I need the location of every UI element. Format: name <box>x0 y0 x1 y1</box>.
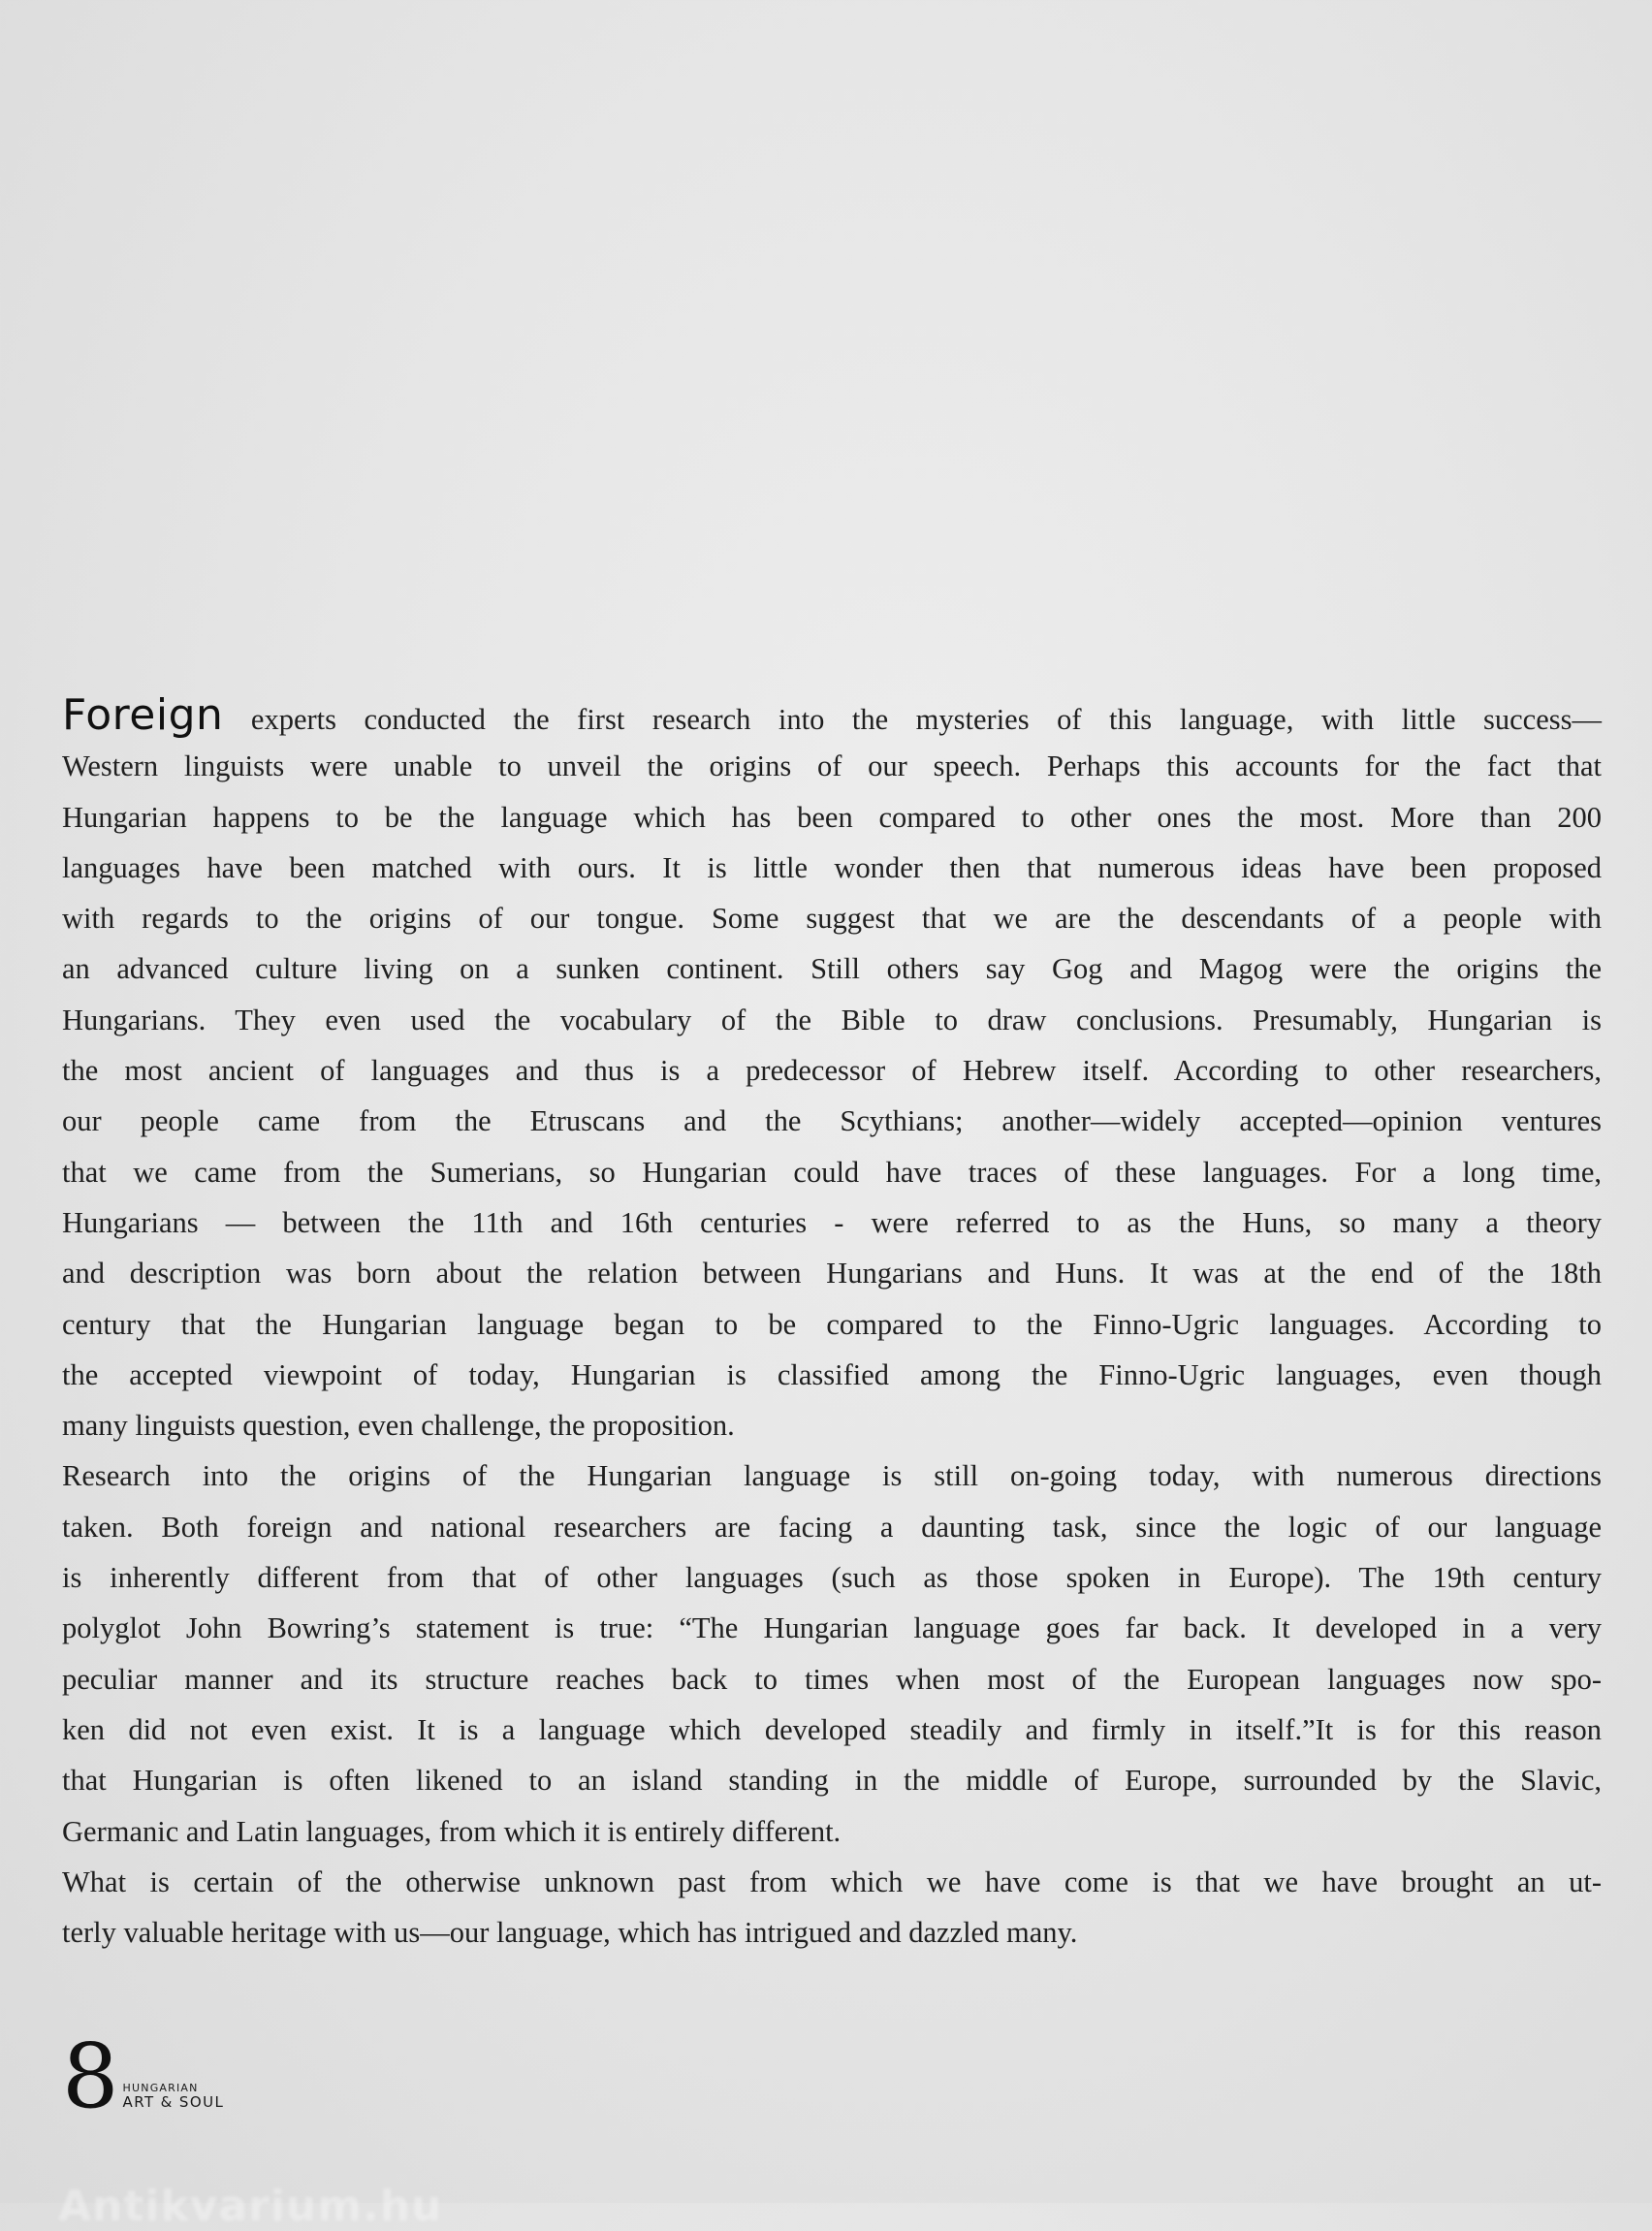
text-line: taken. Both foreign and national researchers are facing a daunting task, since the logic of our language <box>62 1510 1602 1544</box>
text-line: Foreign experts conducted the first research into the mysteries of this language, with little success— <box>62 690 1602 740</box>
text-line: is inherently different from that of other languages (such as those spoken in Europe). The 19th century <box>62 1561 1602 1595</box>
text-line: that Hungarian is often likened to an island standing in the middle of Europe, surrounded by the Slavic, <box>62 1764 1602 1798</box>
text-line: ken did not even exist. It is a language which developed steadily and firmly in itself.”It is for this reason <box>62 1712 1602 1746</box>
text-line: Hungarians. They even used the vocabulary of the Bible to draw conclusions. Presumably, Hungarian is <box>62 1003 1602 1036</box>
publication-brand <box>123 2082 225 2116</box>
watermark: Antikvarium.hu <box>58 2182 443 2231</box>
text-line: and description was born about the relation between Hungarians and Huns. It was at the end of the 18th <box>62 1257 1602 1291</box>
text-line: the most ancient of languages and thus is a predecessor of Hebrew itself. According to other researchers, <box>62 1054 1602 1088</box>
page-folio <box>62 2024 225 2128</box>
text-line: Research into the origins of the Hungarian language is still on-going today, with numerous directions <box>62 1459 1602 1493</box>
brand-line-1: HUNGARIAN <box>122 2082 199 2094</box>
text-line: What is certain of the otherwise unknown past from which we have come is that we have brought an ut- <box>62 1864 1602 1898</box>
text-line: an advanced culture living on a sunken continent. Still others say Gog and Magog were the origins the <box>62 952 1602 986</box>
text-line: our people came from the Etruscans and the Scythians; another—widely accepted—opinion ventures <box>62 1104 1602 1138</box>
text-line: the accepted viewpoint of today, Hungarian is classified among the Finno-Ugric languages, even though <box>62 1357 1602 1391</box>
paragraph-end-line: terly valuable heritage with us—our language, which has intrigued and dazzled many. <box>62 1916 1078 1950</box>
text-line: that we came from the Sumerians, so Hungarian could have traces of these languages. For a long time, <box>62 1155 1602 1189</box>
paragraph-end-line: Germanic and Latin languages, from which it is entirely different. <box>62 1814 842 1848</box>
text-line: Hungarians — between the 11th and 16th centuries - were referred to as the Huns, so many a theory <box>62 1205 1602 1239</box>
page-number: 8 <box>62 2024 119 2128</box>
text-line: polyglot John Bowring’s statement is true: “The Hungarian language goes far back. It developed in a very <box>62 1611 1602 1645</box>
body-text <box>62 690 1602 1958</box>
text-line: Western linguists were unable to unveil the origins of our speech. Perhaps this accounts for the fact that <box>62 749 1602 783</box>
text-line: peculiar manner and its structure reaches back to times when most of the European languages now spo- <box>62 1662 1602 1696</box>
text-line: languages have been matched with ours. It is little wonder then that numerous ideas have been proposed <box>62 850 1602 884</box>
text-line: century that the Hungarian language began to be compared to the Finno-Ugric languages. According to <box>62 1307 1602 1341</box>
brand-line-2: ART & SOUL <box>122 2093 225 2111</box>
text-line: with regards to the origins of our tongue. Some suggest that we are the descendants of a people with <box>62 902 1602 936</box>
lead-word: Foreign <box>62 690 224 740</box>
paragraph-end-line: many linguists question, even challenge, the proposition. <box>62 1409 735 1443</box>
text-line: Hungarian happens to be the language which has been compared to other ones the most. More than 200 <box>62 800 1602 834</box>
